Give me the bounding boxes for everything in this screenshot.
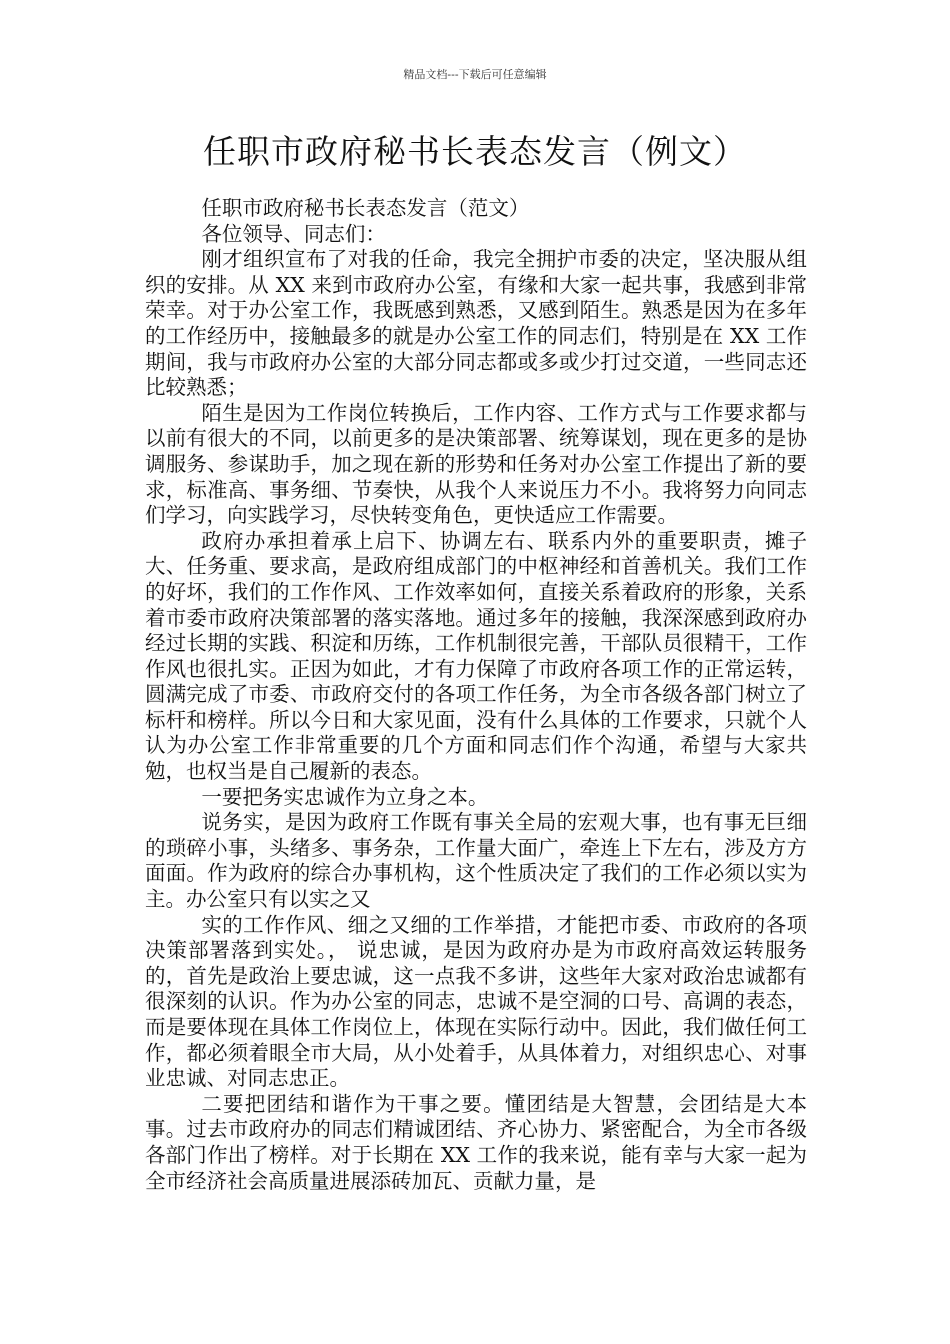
- document-title: 任职市政府秘书长表态发言（例文）: [203, 132, 747, 171]
- paragraph: 二要把团结和谐作为干事之要。懂团结是大智慧，会团结是大本事。过去市政府办的同志们精诚团结、齐心协力、紧密配合，为全市各级各部门作出了榜样。对于长期在 XX 工作的我来说，能有幸与大家一起为全市经济社会高质量进展添砖加瓦、贡献力量，是: [145, 1091, 807, 1193]
- paragraph-subtitle: 任职市政府秘书长表态发言（范文）: [201, 196, 530, 220]
- paragraph: 刚才组织宣布了对我的任命，我完全拥护市委的决定，坚决服从组织的安排。从 XX 来到市政府办公室，有缘和大家一起共事，我感到非常荣幸。对于办公室工作，我既感到熟悉，又感到陌生。熟悉是因为在多年的工作经历中，接触最多的就是办公室工作的同志们，特别是在 XX 工作期间，我与市政府办公室的大部分同志都或多或少打过交道，一些同志还比较熟悉；: [145, 247, 807, 400]
- page-header-note: 精品文档---下载后可任意编辑: [403, 68, 547, 81]
- paragraph: 说务实，是因为政府工作既有事关全局的宏观大事，也有事无巨细的琐碎小事，头绪多、事务杂，工作量大面广，牵连上下左右，涉及方方面面。作为政府的综合办事机构，这个性质决定了我们的工作必须以实为主。办公室只有以实之又: [145, 810, 807, 912]
- paragraph-salutation: 各位领导、同志们：: [201, 221, 386, 246]
- paragraph: 陌生是因为工作岗位转换后，工作内容、工作方式与工作要求都与以前有很大的不同，以前更多的是决策部署、统筹谋划，现在更多的是协调服务、参谋助手，加之现在新的形势和任务对办公室工作提出了新的要求，标准高、事务细、节奏快，从我个人来说压力不小。我将努力向同志们学习，向实践学习，尽快转变角色，更快适应工作需要。: [145, 400, 807, 528]
- document-body: [145, 196, 807, 1194]
- paragraph: 政府办承担着承上启下、协调左右、联系内外的重要职责，摊子大、任务重、要求高，是政府组成部门的中枢神经和首善机关。我们工作的好坏，我们的工作作风、工作效率如何，直接关系着政府的形象，关系着市委市政府决策部署的落实落地。通过多年的接触，我深深感到政府办经过长期的实践、积淀和历练，工作机制很完善，干部队员很精干，工作作风也很扎实。正因为如此，才有力保障了市政府各项工作的正常运转，圆满完成了市委、市政府交付的各项工作任务，为全市各级各部门树立了标杆和榜样。所以今日和大家见面，没有什么具体的工作要求，只就个人认为办公室工作非常重要的几个方面和同志们作个沟通，希望与大家共勉，也权当是自己履新的表态。: [145, 528, 807, 784]
- paragraph-heading: 一要把务实忠诚作为立身之本。: [201, 784, 489, 809]
- paragraph: 实的工作作风、细之又细的工作举措，才能把市委、市政府的各项决策部署落到实处。， 说忠诚，是因为政府办是为市政府高效运转服务的，首先是政治上要忠诚，这一点我不多讲，这些年大家对政治忠诚都有很深刻的认识。作为办公室的同志，忠诚不是空洞的口号、高调的表态，而是要体现在具体工作岗位上，体现在实际行动中。因此，我们做任何工作，都必须着眼全市大局，从小处着手，从具体着力，对组织忠心、对事业忠诚、对同志忠正。: [145, 912, 807, 1091]
